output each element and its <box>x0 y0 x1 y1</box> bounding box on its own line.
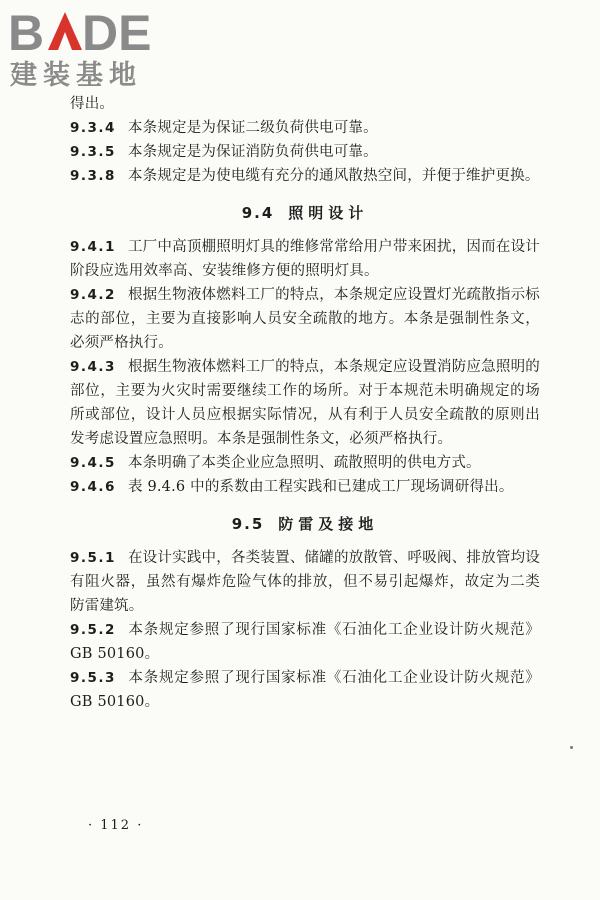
section-9-5-paragraphs <box>70 546 540 714</box>
paragraph-text: 本条规定是为保证二级负荷供电可靠。 <box>127 120 378 136</box>
top-paragraphs <box>70 92 540 188</box>
paragraph-9-5-1 <box>70 546 540 618</box>
paragraph-continuation <box>70 92 540 116</box>
paragraph-text: 本条规定参照了现行国家标准《石油化工企业设计防火规范》GB 50160。 <box>70 670 540 710</box>
document-page <box>70 92 540 714</box>
paragraph-text: 工厂中高顶棚照明灯具的维修常常给用户带来困扰，因而在设计阶段应选用效率高、安装维修方便的照明灯具。 <box>70 239 540 279</box>
paragraph-9-3-4 <box>70 116 540 140</box>
paragraph-text: 本条规定是为保证消防负荷供电可靠。 <box>127 144 378 160</box>
bade-logo <box>8 6 178 90</box>
section-number: 9.4 <box>241 204 275 222</box>
clause-number: 9.4.3 <box>70 359 116 375</box>
logo-letter-a <box>48 12 82 50</box>
bade-logo-graphic <box>8 6 178 90</box>
logo-letters-de: DE <box>82 6 152 61</box>
paragraph-9-3-5 <box>70 140 540 164</box>
section-heading-9-5 <box>70 513 540 534</box>
paragraph-text: 本条规定是为使电缆有充分的通风散热空间，并便于维护更换。 <box>127 168 540 184</box>
logo-letter-b: B <box>8 6 45 61</box>
paragraph-9-3-8 <box>70 164 540 188</box>
section-title: 照明设计 <box>288 204 369 222</box>
paragraph-9-4-6 <box>70 475 540 499</box>
clause-number: 9.3.5 <box>70 144 116 160</box>
paragraph-text: 根据生物液体燃料工厂的特点，本条规定应设置灯光疏散指示标志的部位，主要为直接影响人员安全疏散的地方。本条是强制性条文，必须严格执行。 <box>70 287 540 351</box>
paragraph-text: 在设计实践中，各类装置、储罐的放散管、呼吸阀、排放管均设有阻火器，虽然有爆炸危险气体的排放，但不易引起爆炸，故定为二类防雷建筑。 <box>70 550 540 614</box>
paragraph-text: 本条明确了本类企业应急照明、疏散照明的供电方式。 <box>127 455 481 471</box>
paragraph-9-5-3 <box>70 666 540 714</box>
clause-number: 9.3.4 <box>70 120 116 136</box>
paragraph-text: 表 9.4.6 中的系数由工程实践和已建成工厂现场调研得出。 <box>127 479 514 495</box>
clause-number: 9.5.2 <box>70 622 116 638</box>
section-title: 防雷及接地 <box>278 515 379 533</box>
clause-number: 9.4.5 <box>70 455 116 471</box>
clause-number: 9.3.8 <box>70 168 116 184</box>
paragraph-9-4-1 <box>70 235 540 283</box>
page-number: · 112 · <box>88 818 144 833</box>
scan-speck <box>570 746 573 749</box>
logo-brand-text <box>8 90 9 91</box>
clause-number: 9.4.1 <box>70 239 116 255</box>
section-heading-9-4 <box>70 202 540 223</box>
clause-number: 9.5.1 <box>70 550 116 566</box>
paragraph-9-4-3 <box>70 355 540 451</box>
clause-number: 9.4.2 <box>70 287 116 303</box>
section-number: 9.5 <box>231 515 265 533</box>
section-9-4-paragraphs <box>70 235 540 499</box>
clause-number: 9.4.6 <box>70 479 116 495</box>
paragraph-text: 本条规定参照了现行国家标准《石油化工企业设计防火规范》GB 50160。 <box>70 622 540 662</box>
paragraph-9-5-2 <box>70 618 540 666</box>
logo-subtitle: 建装基地 <box>10 60 142 90</box>
paragraph-text: 得出。 <box>70 96 115 112</box>
clause-number: 9.5.3 <box>70 670 116 686</box>
paragraph-9-4-2 <box>70 283 540 355</box>
paragraph-9-4-5 <box>70 451 540 475</box>
paragraph-text: 根据生物液体燃料工厂的特点，本条规定应设置消防应急照明的部位，主要为火灾时需要继续工作的场所。对于本规范未明确规定的场所或部位，设计人员应根据实际情况，从有利于人员安全疏散的原则出发考虑设置应急照明。本条是强制性条文，必须严格执行。 <box>70 359 540 447</box>
